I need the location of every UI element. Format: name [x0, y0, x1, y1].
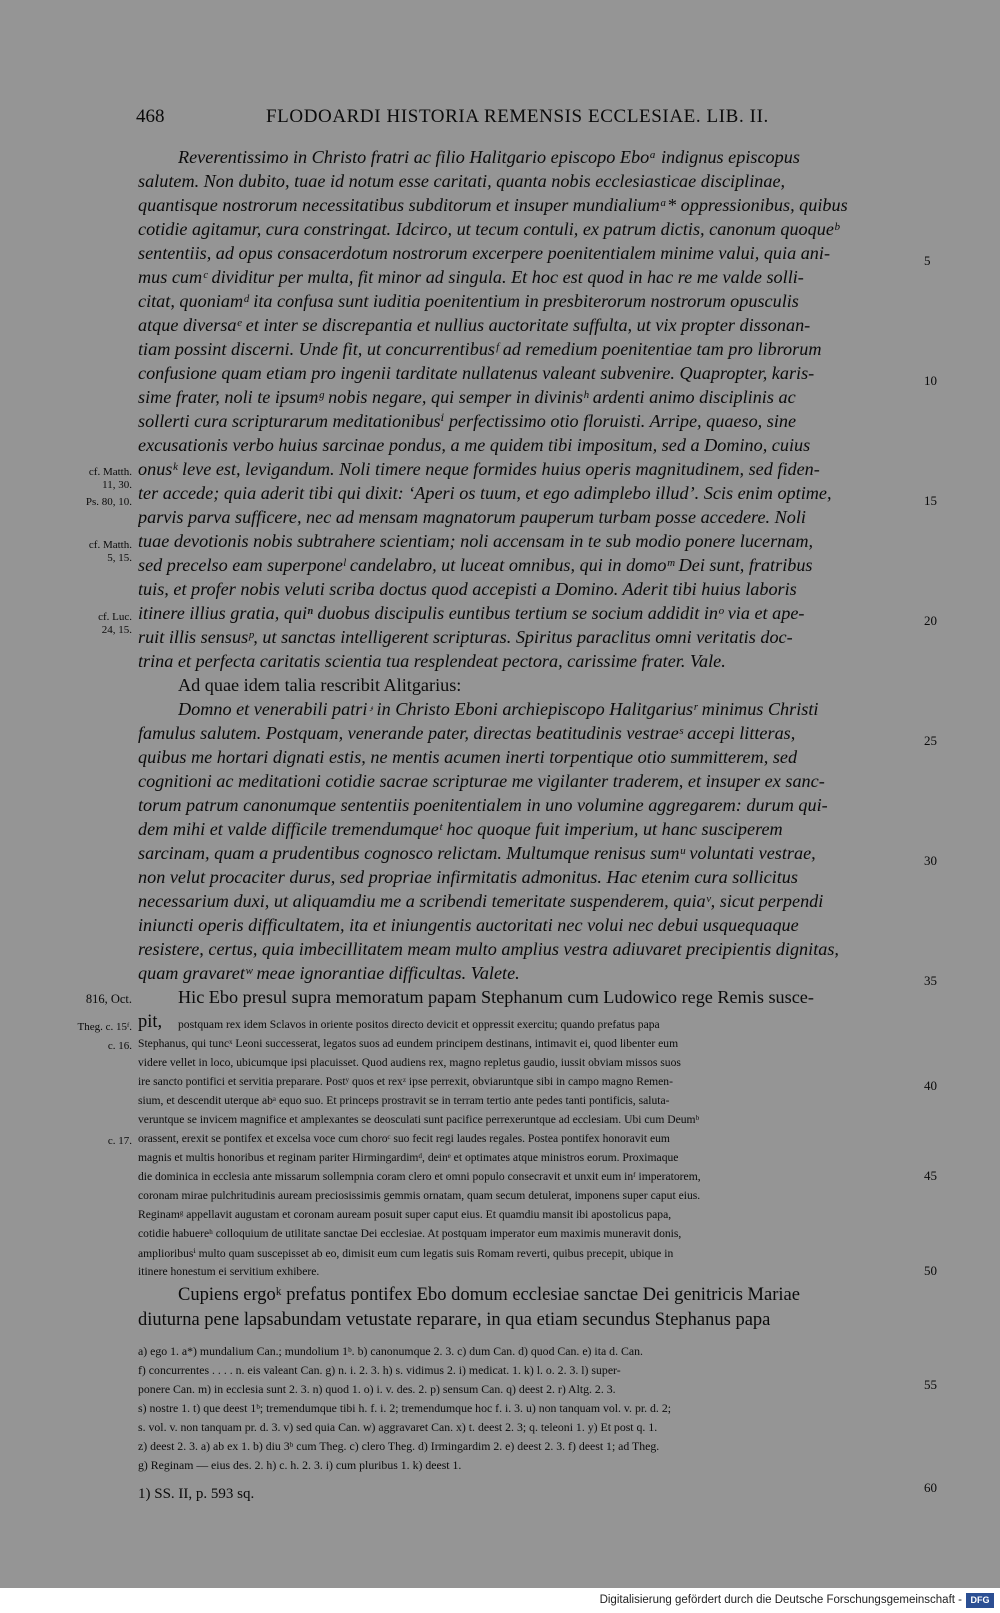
apparatus-line: s) nostre 1. t) que deest 1ᵇ; tremendumque tibi h. f. i. 2; tremendumque hoc f. i. 3. u) non tanquam vol. v. pr. d. 2;	[138, 1401, 671, 1415]
margin-note: cf. Luc.	[98, 611, 132, 623]
margin-note: 5, 15.	[107, 552, 132, 564]
margin-note: Theg. c. 15ᶠ.	[77, 1021, 132, 1033]
line-number: 35	[924, 973, 937, 988]
main-line: parvis parva sufficere, nec ad mensam magnatorum pauperum turbam posse accedere. Noli	[138, 507, 806, 527]
main-line: sime frater, noli te ipsumᵍ nobis negare, qui semper in divinisʰ ardenti animo disciplinis ac	[138, 387, 796, 407]
main-line: trina et perfecta caritatis scientia tua resplendeat pectora, carissime frater. Vale.	[138, 651, 726, 671]
apparatus-line: s. vol. v. non tanquam pr. d. 3. v) sed quia Can. w) aggravaret Can. x) t. deest 2. 3; q. teleoni 1. y) Et post q. 1.	[138, 1420, 658, 1434]
main-line: famulus salutem. Postquam, venerande pater, directas beatitudinis vestraeˢ accepi litteras,	[138, 723, 796, 743]
main-line-continuation: pit,	[138, 1012, 163, 1032]
quote-line: postquam rex idem Sclavos in oriente positos directo devicit et oppressit exercitu; quando prefatus papa	[178, 1018, 660, 1031]
main-line: quantisque nostrorum necessitatibus subditorum et insuper mundialiumᵃ* oppressionibus, quibus	[138, 195, 848, 215]
main-line: Cupiens ergoᵏ prefatus pontifex Ebo domum ecclesiae sanctae Dei genitricis Mariae	[178, 1285, 800, 1305]
apparatus-line: z) deest 2. 3. a) ab ex 1. b) diu 3ᵇ cum Theg. c) clero Theg. d) Irmingardim 2. e) deest 2. 3. f) deest 1; ad Theg.	[138, 1439, 660, 1453]
apparatus-line: ponere Can. m) in ecclesia sunt 2. 3. n) quod 1. o) i. v. des. 2. p) sensum Can. q) deest 2. r) Altg. 2. 3.	[138, 1382, 616, 1396]
margin-note: c. 16.	[107, 1040, 132, 1052]
line-number: 20	[924, 613, 937, 628]
main-line: cognitioni ac meditationi cotidie sacrae scripturae me vigilanter traderem, et insuper ex sanc-	[138, 771, 825, 791]
main-line: ruit illis sensusᵖ, ut sanctas intelligerent scripturas. Spiritus paraclitus omni veritatis doc-	[138, 627, 793, 647]
main-line: Hic Ebo presul supra memoratum papam Stephanum cum Ludowico rege Remis susce-	[178, 987, 814, 1007]
line-number: 50	[924, 1263, 937, 1278]
main-line: Domno et venerabili patriۥ in Christo Eboni archiepiscopo Halitgariusʳ minimus Christi	[178, 699, 819, 719]
main-line: Reverentissimo in Christo fratri ac filio Halitgario episcopo Eboᵃ indignus episcopus	[178, 147, 800, 167]
main-line: Ad quae idem talia rescribit Alitgarius:	[178, 675, 462, 695]
line-number: 15	[924, 493, 937, 508]
main-line: atque diversaᵉ et inter se discrepantia et nullius auctoritate suffulta, ut vix propter dissonan-	[138, 315, 811, 335]
margin-note: 816, Oct.	[85, 992, 132, 1006]
quote-line: Stephanus, qui tuncˣ Leoni successerat, legatos suos ad eundem principem destinans, intimavit ei, quod libenter eum	[138, 1037, 679, 1050]
quote-line: Reginamᵍ appellavit augustam et coronam auream posuit super caput eius. Et quamdiu mansit ibi apostolicus papa,	[138, 1208, 672, 1221]
line-number: 60	[924, 1480, 937, 1495]
quote-line: die dominica in ecclesia ante missarum sollempnia coram clero et omni populo consecravit et unxit eum inᶠ imperatorem,	[138, 1170, 701, 1183]
main-line: ter accede; quia aderit tibi qui dixit: ‘Aperi os tuum, et ego adimplebo illud’. Scis enim optime,	[138, 483, 832, 503]
main-line: tiam possint discerni. Unde fit, ut concurrentibusᶠ ad remedium poenitentiae tam pro librorum	[138, 339, 822, 359]
margin-note: c. 17.	[107, 1135, 132, 1147]
running-title: FLODOARDI HISTORIA REMENSIS ECCLESIAE. LIB. II.	[266, 106, 769, 127]
footnote: 1) SS. II, p. 593 sq.	[138, 1486, 255, 1502]
main-line: mus cumᶜ dividitur per multa, fit minor ad singula. Et hoc est quod in hac re me valde solli-	[138, 267, 804, 287]
quote-line: orassent, erexit se pontifex et excelsa voce cum choroᶜ suo fecit regi laudes regales. Postea pontifex honoravit eum	[138, 1132, 670, 1145]
line-number: 45	[924, 1168, 937, 1183]
line-number: 55	[924, 1377, 937, 1392]
quote-line: magnis et multis honoribus et reginam pariter Hirmingardimᵈ, deinᵉ et optimates atque ministros eorum. Proximaque	[138, 1151, 679, 1164]
funding-credit-bar	[0, 1588, 1000, 1613]
quote-line: coronam mirae pulchritudinis auream preciosissimis gemmis ornatam, quam secum detulerat, imponens super caput eius.	[138, 1189, 701, 1202]
apparatus-line: f) concurrentes . . . . n. eis valeant Can. g) n. i. 2. 3. h) s. vidimus 2. i) medicat. 1. k) l. o. 2. 3. l) super-	[138, 1363, 621, 1377]
main-line: onusᵏ leve est, levigandum. Noli timere neque formides huius operis magnitudinem, sed fiden-	[138, 459, 820, 479]
funding-credit-text: Digitalisierung gefördert durch die Deutsche Forschungsgemeinschaft -	[599, 1594, 962, 1606]
main-line: iniuncti operis difficultatem, ita et iniungentis auctoritati nec volui nec debui usquequaque	[138, 915, 799, 935]
main-line: salutem. Non dubito, tuae id notum esse caritati, quanta nobis ecclesiasticae disciplinae,	[138, 171, 786, 191]
margin-note: 24, 15.	[101, 624, 132, 636]
quote-line: amplioribusⁱ multo quam suscepisset ab eo, dimisit eum cum legatis suis Romam reverti, quibus precepit, ubique in	[138, 1247, 674, 1260]
main-line: sollerti cura scripturarum meditationibusⁱ perfectissimo otio floruisti. Arripe, quaeso, sine	[138, 411, 797, 431]
margin-note: 11, 30.	[102, 479, 132, 491]
main-line: necessarium duxi, ut aliquamdiu me a scribendi temeritate suspenderem, quiaᵛ, sicut perpendi	[138, 891, 824, 911]
quote-line: veruntque se invicem magnifice et amplexantes se deosculati sunt pacifice perrexeruntque ad ecclesiam. Ubi cum Deumᵇ	[138, 1113, 700, 1126]
main-line: tuis, et profer nobis veluti scriba doctus quod accepisti a Domino. Aderit tibi huius laboris	[138, 579, 797, 599]
line-number: 5	[924, 253, 931, 268]
main-line: dem mihi et valde difficile tremendumqueᵗ hoc quoque fuit imperium, ut hanc susciperem	[138, 819, 783, 839]
main-line: citat, quoniamᵈ ita confusa sunt iuditia poenitentium in presbiterorum nostrorum opusculis	[138, 291, 799, 311]
margin-note: cf. Matth.	[88, 466, 132, 478]
main-line: quibus me hortari dignati estis, ne mentis acumen inerti torpentique otio summitterem, sed	[138, 747, 798, 767]
apparatus-line: a) ego 1. a*) mundalium Can.; mundolium 1ᵇ. b) canonumque 2. 3. c) dum Can. d) quod Can. e) ita d. Can.	[138, 1344, 643, 1358]
main-line: resistere, certus, quia imbecillitatem meam multo amplius vestra adiuvaret precipientis dignitas,	[138, 939, 839, 959]
main-line: sed precelso eam superponeˡ candelabro, ut luceat omnibus, qui in domoᵐ Dei sunt, fratribus	[138, 555, 813, 575]
dfg-logo: DFG	[966, 1593, 994, 1608]
main-line: torum patrum canonumque sententiis poenitentialem in uno volumine aggregarem: durum qui-	[138, 795, 828, 815]
margin-note: cf. Matth.	[88, 539, 132, 551]
main-line: sarcinam, quam a prudentibus cognosco relictam. Multumque renisus sumᵘ voluntati vestrae,	[138, 843, 816, 863]
quote-line: ire sancto pontifici et servitia preparare. Postʸ quos et rexᶻ ipse perrexit, obviaruntque sibi in campo magno Remen-	[138, 1075, 673, 1088]
main-line: confusione quam etiam pro ingenii tarditate nullatenus valeant subvenire. Quapropter, karis-	[138, 363, 815, 383]
line-number: 10	[924, 373, 937, 388]
quote-line: cotidie habuereʰ colloquium de utilitate sanctae Dei ecclesiae. At postquam imperator eum maximis muneravit donis,	[138, 1227, 682, 1240]
line-number: 30	[924, 853, 937, 868]
page-number: 468	[136, 106, 165, 127]
main-line: cotidie agitamur, cura constringat. Idcirco, ut tecum contuli, ex patrum dictis, canonum quoqueᵇ	[138, 219, 839, 239]
quote-line: itinere honestum ei servitium exhibere.	[138, 1265, 320, 1278]
margin-note: Ps. 80, 10.	[85, 496, 132, 508]
main-line: diuturna pene lapsabundam vetustate reparare, in qua etiam secundus Stephanus papa	[138, 1310, 771, 1330]
main-line: excusationis verbo huius sarcinae pondus, a me quidem tibi impositum, sed a Domino, cuius	[138, 435, 811, 455]
page-header	[0, 106, 1000, 132]
main-line: itinere illius gratia, quiⁿ duobus discipulis euntibus tertium se socium addidit inᵒ via et ape-	[138, 603, 805, 623]
apparatus-line: g) Reginam — eius des. 2. h) c. h. 2. 3. i) cum pluribus 1. k) deest 1.	[138, 1458, 462, 1472]
main-line: sententiis, ad opus consacerdotum nostrorum excerpere poenitentialem minime valui, quia ani-	[138, 243, 831, 263]
line-number: 40	[924, 1078, 937, 1093]
main-line: tuae devotionis nobis subtrahere scientiam; noli accensam in te sub modio ponere lucernam,	[138, 531, 814, 551]
main-line: quam gravaretʷ meae ignorantiae difficultas. Valete.	[138, 963, 520, 983]
main-line: non velut procaciter durus, sed propriae infirmitatis admonitus. Hac etenim cura sollicitus	[138, 867, 798, 887]
quote-line: videre vellet in loco, ubicumque ipsi placuisset. Quod audiens rex, magno repletus gaudio, iussit obviam missos suos	[138, 1056, 681, 1069]
line-number: 25	[924, 733, 937, 748]
quote-line: sium, et descendit uterque abᵃ equo suo. Et princeps prostravit se in terram tertio ante pedes tanti pontificis, saluta-	[138, 1094, 670, 1107]
